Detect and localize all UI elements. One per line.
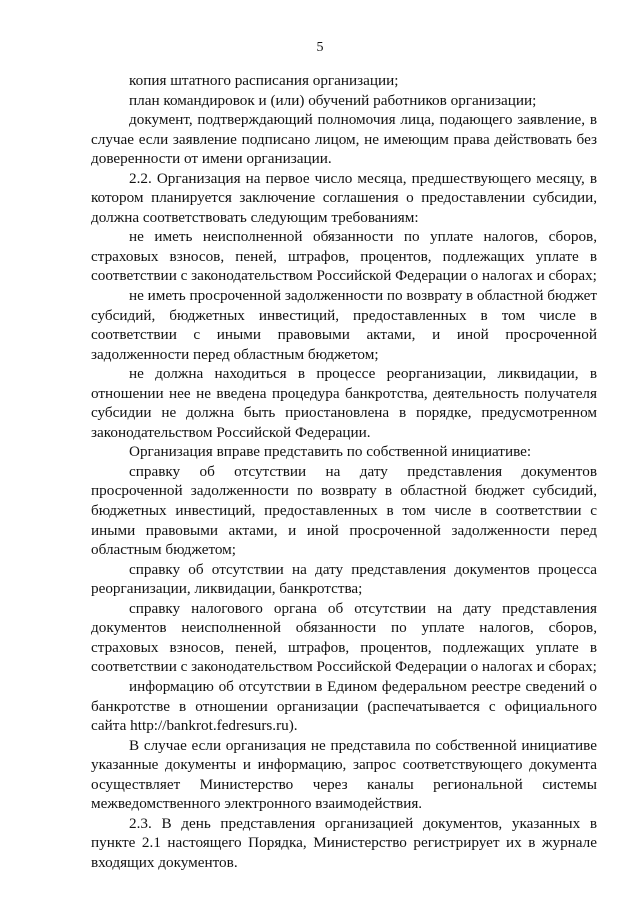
paragraph-staff-schedule: копия штатного расписания организации; (129, 72, 399, 89)
document-body (91, 71, 597, 872)
paragraph-requirement-debt: не иметь просроченной задолженности по возврату в областной бюджет субсидий, бюджетных инвестиций, предоставленных в том числе в соответствии с иными правовыми актами, и иной просроченной задолженности перед областным бюджетом; (91, 287, 597, 363)
paragraph-tax-certificate: справку налогового органа об отсутствии на дату представления документов неисполненной обязанности по уплате налогов, сборов, страховых взносов, пеней, штрафов, процентов, подлежащих уплате в соответствии с законодательством Российской Федерации о налогах и сборах; (91, 599, 597, 676)
paragraph-authority-document: документ, подтверждающий полномочия лица, подающего заявление, в случае если заявление подписано лицом, не имеющим права действовать без доверенности от имени организации. (91, 111, 597, 168)
paragraph-requirement-reorganization: не должна находиться в процессе реорганизации, ликвидации, в отношении нее не введена процедура банкротства, деятельность получателя субсидии не должна быть приостановлена в порядке, предусмотренном законодательством Российской Федерации. (91, 365, 597, 441)
paragraph-section-2-2: 2.2. Организация на первое число месяца, предшествующего месяцу, в котором планируется заключение соглашения о предоставлении субсидии, должна соответствовать следующим требованиям: (91, 169, 597, 226)
paragraph-ministry-request: В случае если организация не представила по собственной инициативе указанные документы и информацию, запрос соответствующего документа осуществляет Министерство через каналы региональной системы межведомственного электронного взаимодействия. (91, 736, 597, 813)
paragraph-optional-documents: Организация вправе представить по собственной инициативе: (129, 443, 532, 461)
paragraph-certificate-debt: справку об отсутствии на дату представления документов просроченной задолженности по возврату в областной бюджет субсидий, бюджетных инвестиций, предоставленных в том числе в соответствии с иными правовыми актами, и иной просроченной задолженности перед областным бюджетом; (91, 462, 597, 559)
paragraph-section-2-3: 2.3. В день представления организацией документов, указанных в пункте 2.1 настоящего Порядка, Министерство регистрирует их в журнале входящих документов. (91, 814, 597, 871)
paragraph-requirement-taxes: не иметь неисполненной обязанности по уплате налогов, сборов, страховых взносов, пеней, штрафов, процентов, подлежащих уплате в соответствии с законодательством Российской Федерации о налогах и сборах; (91, 228, 597, 285)
paragraph-certificate-reorganization: справку об отсутствии на дату представления документов процесса реорганизации, ликвидации, банкротства; (91, 560, 597, 598)
paragraph-bankruptcy-registry: информацию об отсутствии в Едином федеральном реестре сведений о банкротстве в отношении организации (распечатывается с официального сайта http://bankrot.fedresurs.ru). (91, 677, 597, 735)
paragraph-travel-plan: план командировок и (или) обучений работников организации; (129, 91, 537, 109)
page-number: 5 (316, 40, 324, 55)
